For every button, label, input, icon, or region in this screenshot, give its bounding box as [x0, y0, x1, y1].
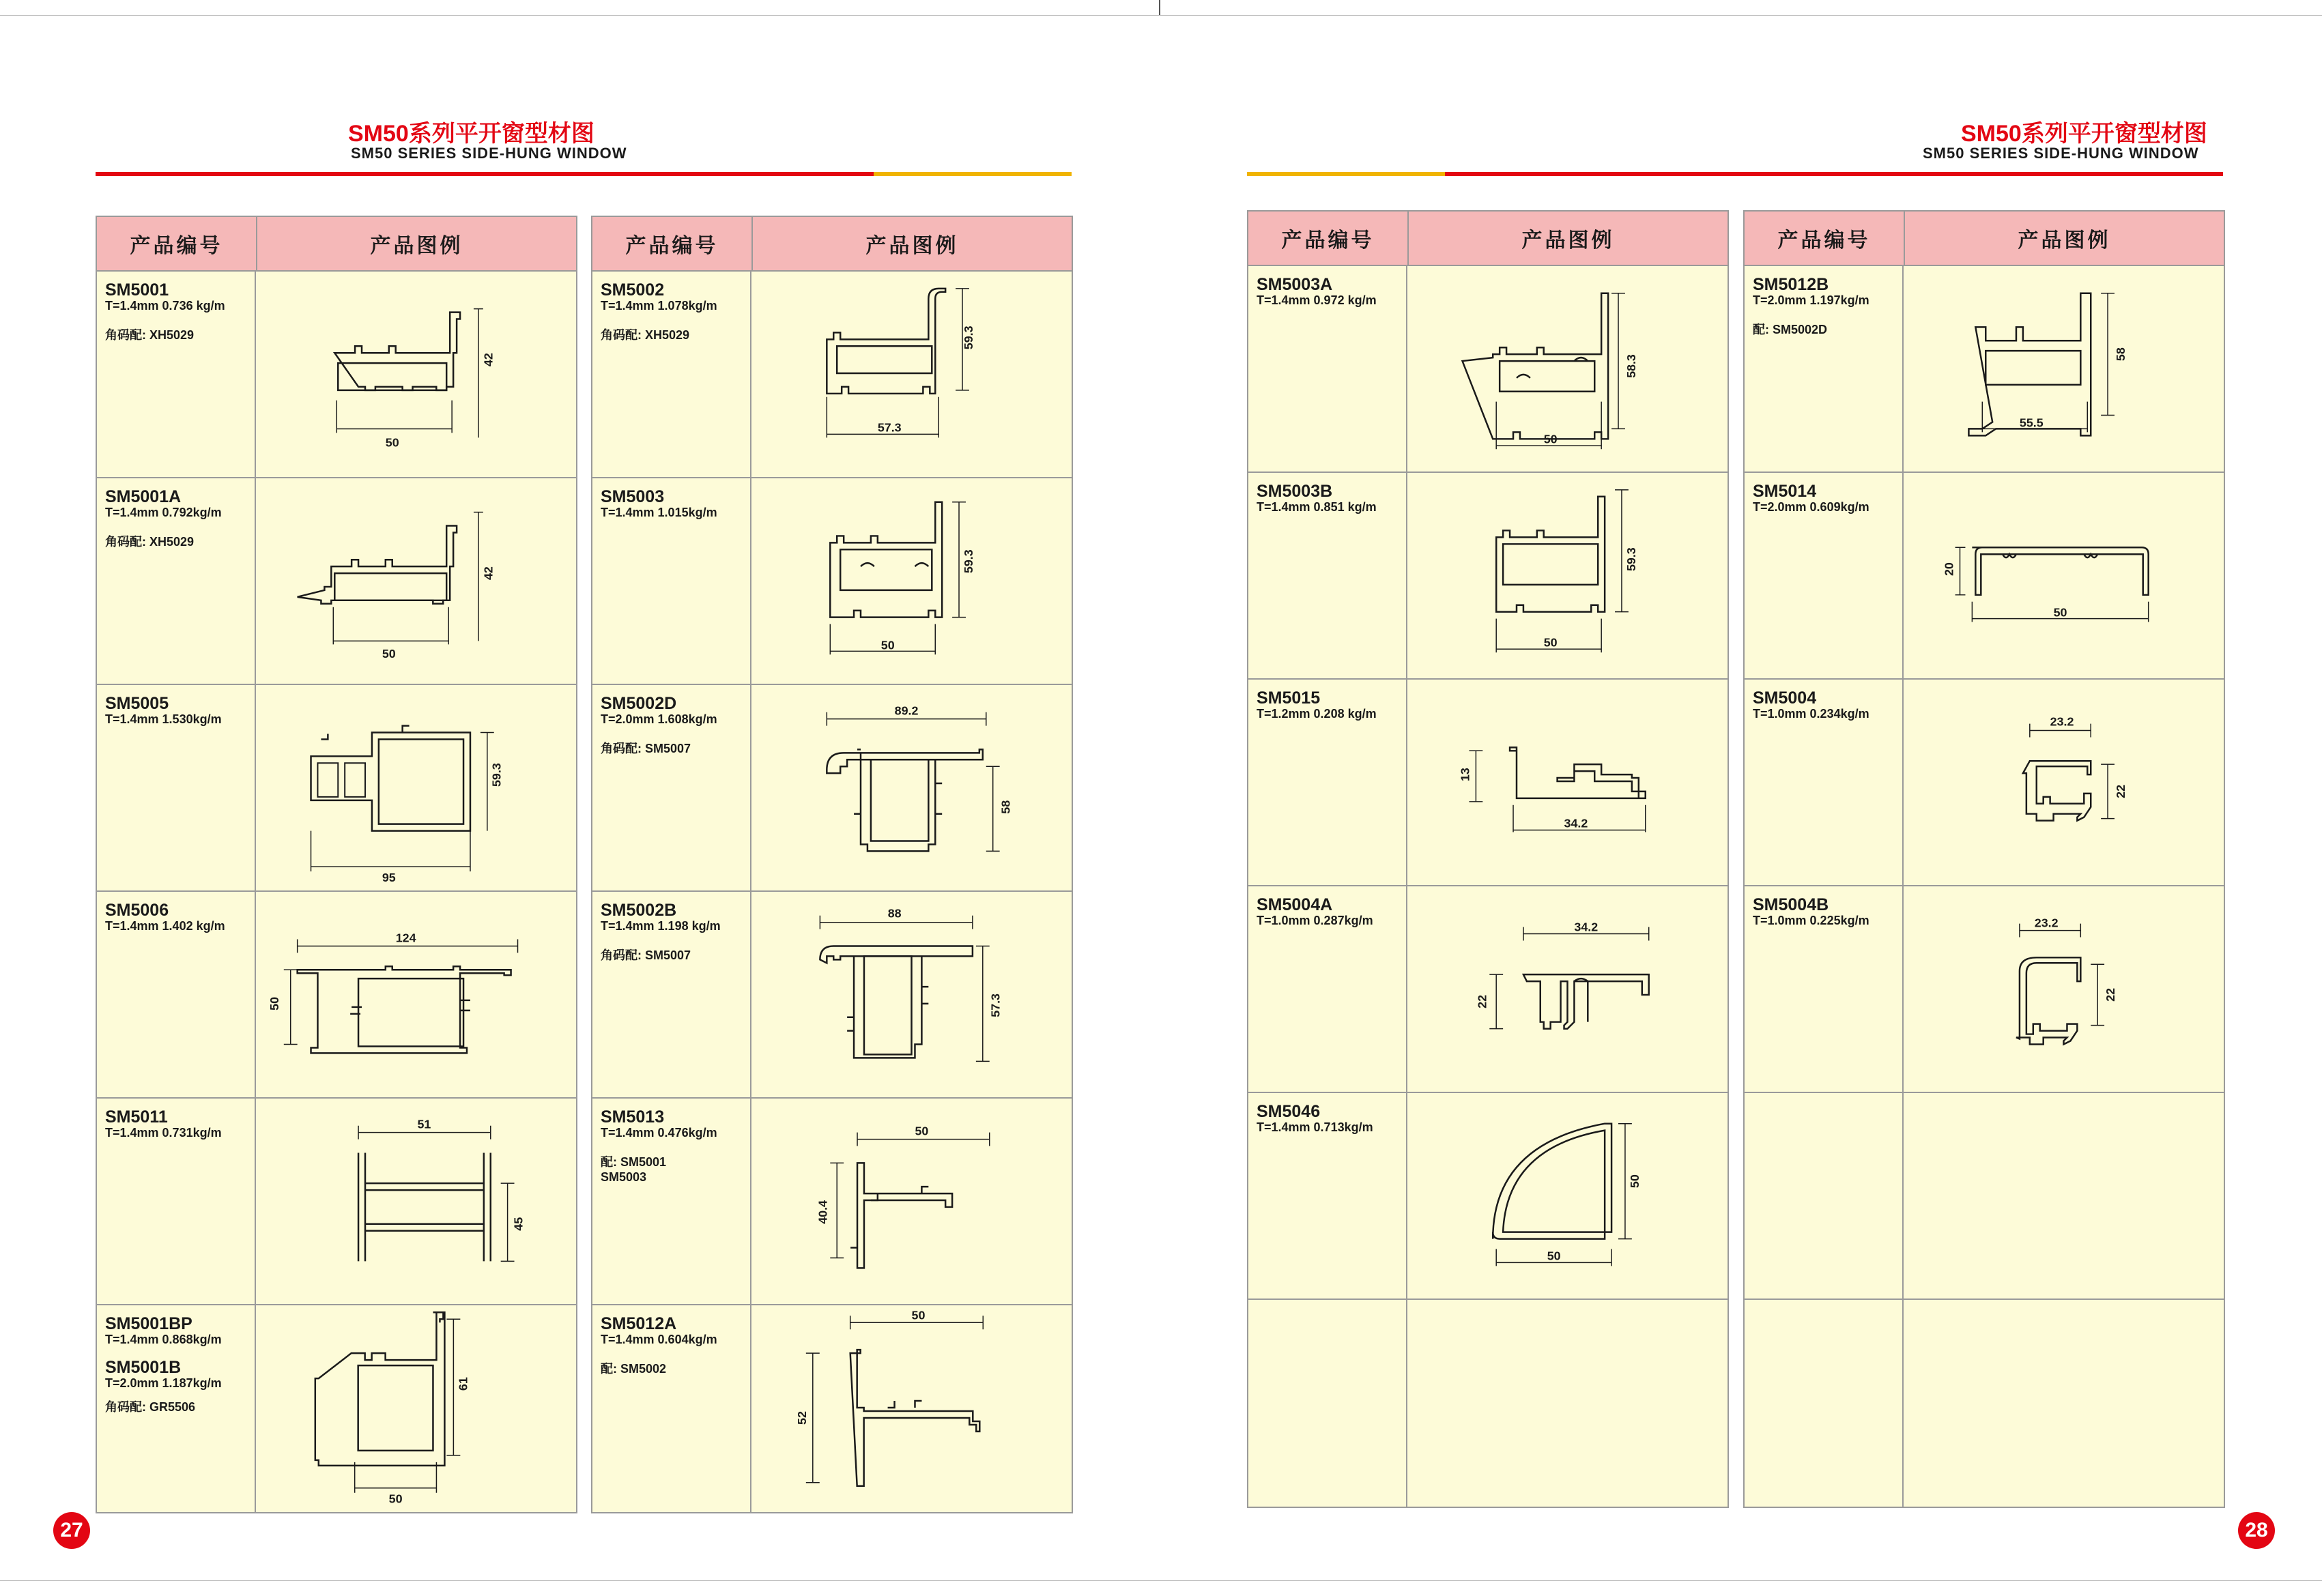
table-row — [97, 1099, 576, 1305]
profile-drawing — [1904, 1093, 2224, 1298]
product-info — [592, 685, 751, 890]
product-note: 角码配: GR5506 — [105, 1400, 196, 1414]
table-row — [592, 272, 1072, 478]
product-info — [97, 1305, 256, 1512]
table-row — [97, 1305, 576, 1512]
trim-line — [1161, 15, 2322, 16]
product-code: SM5003 — [601, 487, 665, 506]
product-info — [97, 272, 256, 477]
product-code: SM5046 — [1257, 1102, 1321, 1121]
table-row — [1248, 266, 1728, 473]
profile-drawing — [1407, 473, 1728, 678]
page-number: 28 — [2238, 1512, 2275, 1549]
product-code: SM5012A — [601, 1314, 677, 1333]
profile-drawing — [256, 272, 576, 477]
product-note: 配: SM5002 — [601, 1362, 667, 1376]
profile-drawing — [1407, 1093, 1728, 1298]
profile-drawing — [1904, 886, 2224, 1092]
product-info — [1745, 473, 1904, 678]
product-info — [1745, 1300, 1904, 1507]
dim-label: 23.2 — [2034, 916, 2059, 930]
page-title: SM50系列平开窗型材图 — [348, 121, 594, 147]
product-spec: T=1.4mm 0.604kg/m — [601, 1333, 717, 1346]
header-bar-yellow — [1247, 172, 1445, 176]
col-header-code: 产品编号 — [592, 217, 753, 270]
profile-drawing — [1407, 680, 1728, 885]
dim-label: 57.3 — [988, 993, 1003, 1017]
product-table-1 — [96, 216, 577, 1513]
profile-drawing — [751, 478, 1072, 684]
product-spec: T=2.0mm 1.197kg/m — [1753, 293, 1869, 307]
col-header-image: 产品图例 — [1521, 229, 1615, 252]
product-info — [1248, 680, 1407, 885]
col-header-image: 产品图例 — [370, 235, 463, 257]
product-code: SM5004A — [1257, 895, 1333, 914]
product-spec: T=1.0mm 0.287kg/m — [1257, 914, 1373, 927]
product-spec: T=1.4mm 1.198 kg/m — [601, 919, 721, 933]
col-header-code: 产品编号 — [97, 217, 257, 270]
product-code: SM5015 — [1257, 688, 1321, 708]
product-spec: T=1.0mm 0.225kg/m — [1753, 914, 1869, 927]
product-note: 配: SM5002D — [1753, 323, 1828, 336]
table-row — [1248, 1093, 1728, 1300]
product-spec: T=1.4mm 1.015kg/m — [601, 506, 717, 519]
product-code: SM5002 — [601, 280, 665, 300]
product-info — [97, 478, 256, 684]
product-code: SM5001A — [105, 487, 182, 506]
dim-label: 50 — [1547, 1249, 1561, 1263]
product-spec: T=1.4mm 0.851 kg/m — [1257, 500, 1377, 514]
dim-label: 50 — [382, 647, 396, 661]
dim-label: 50 — [911, 1308, 926, 1322]
product-table-2 — [591, 216, 1073, 1513]
dim-label: 34.2 — [1574, 920, 1599, 934]
table-row — [97, 685, 576, 892]
profile-drawing — [256, 1099, 576, 1304]
dim-label: 51 — [417, 1117, 431, 1131]
dim-label: 59.3 — [489, 763, 504, 787]
product-spec: T=1.4mm 0.736 kg/m — [105, 299, 225, 313]
table-row — [1745, 680, 2224, 886]
profile-drawing — [256, 685, 576, 890]
table-row — [1745, 886, 2224, 1093]
dim-label: 58 — [2113, 347, 2127, 362]
page-subtitle: SM50 SERIES SIDE-HUNG WINDOW — [1923, 145, 2199, 162]
dim-label: 23.2 — [2050, 714, 2074, 729]
profile-drawing — [256, 1305, 576, 1512]
col-header-code: 产品编号 — [1745, 212, 1905, 265]
dim-label: 40.4 — [816, 1200, 830, 1224]
dim-label: 42 — [481, 566, 496, 581]
dim-label: 50 — [2053, 605, 2067, 620]
dim-label: 50 — [915, 1124, 929, 1138]
dim-label: 50 — [267, 996, 281, 1011]
product-code: SM5004 — [1753, 688, 1817, 708]
page-number: 27 — [53, 1512, 90, 1549]
dim-label: 45 — [511, 1217, 526, 1231]
trim-line — [1161, 1580, 2322, 1581]
product-spec: T=1.4mm 0.792kg/m — [105, 506, 222, 519]
product-spec: T=1.4mm 0.868kg/m — [105, 1333, 222, 1346]
trim-line — [0, 15, 1161, 16]
product-spec: T=2.0mm 0.609kg/m — [1753, 500, 1869, 514]
profile-drawing — [256, 478, 576, 684]
dim-label: 50 — [1543, 635, 1558, 650]
table-row — [1745, 473, 2224, 680]
dim-label: 95 — [382, 871, 396, 885]
product-spec: T=1.4mm 1.402 kg/m — [105, 919, 225, 933]
dim-label: 58 — [999, 800, 1013, 814]
profile-drawing — [1904, 1300, 2224, 1507]
product-spec: T=1.2mm 0.208 kg/m — [1257, 707, 1377, 721]
table-row — [97, 478, 576, 685]
dim-label: 42 — [481, 353, 496, 367]
profile-drawing — [751, 272, 1072, 477]
table-row — [1745, 1093, 2224, 1300]
product-info — [1745, 1093, 1904, 1298]
dim-label: 20 — [1942, 562, 1956, 576]
product-code: SM5004B — [1753, 895, 1829, 914]
product-code: SM5011 — [105, 1107, 168, 1127]
col-header-image: 产品图例 — [865, 235, 959, 257]
table-row — [592, 685, 1072, 892]
product-info — [592, 1305, 751, 1512]
product-spec: T=1.4mm 0.972 kg/m — [1257, 293, 1377, 307]
profile-drawing — [751, 892, 1072, 1097]
dim-label: 59.3 — [961, 549, 975, 574]
table-row — [1745, 1300, 2224, 1507]
table-row — [592, 1305, 1072, 1512]
dim-label: 13 — [1458, 768, 1472, 782]
product-info — [592, 478, 751, 684]
product-info — [1745, 886, 1904, 1092]
table-row — [1248, 886, 1728, 1093]
trim-line — [0, 1580, 1161, 1581]
product-spec: T=1.4mm 0.713kg/m — [1257, 1120, 1373, 1134]
table-header — [1745, 212, 2224, 266]
product-code: SM5012B — [1753, 275, 1829, 294]
table-header — [97, 217, 576, 272]
table-header — [1248, 212, 1728, 266]
product-info — [592, 1099, 751, 1304]
product-code: SM5003A — [1257, 275, 1333, 294]
product-info — [592, 892, 751, 1097]
product-note: 角码配: SM5007 — [601, 948, 691, 962]
dim-label: 50 — [388, 1492, 403, 1506]
table-row — [1248, 680, 1728, 886]
product-info — [1248, 266, 1407, 471]
product-info — [1248, 473, 1407, 678]
product-info — [592, 272, 751, 477]
product-table-3 — [1247, 210, 1729, 1508]
page-subtitle: SM50 SERIES SIDE-HUNG WINDOW — [351, 145, 627, 162]
header-bar-red — [1445, 172, 2223, 176]
dim-label: 89.2 — [894, 703, 919, 718]
product-spec: T=1.4mm 0.476kg/m — [601, 1126, 717, 1140]
header-bar-yellow — [874, 172, 1072, 176]
product-code: SM5014 — [1753, 482, 1817, 501]
product-info — [1248, 886, 1407, 1092]
dim-label: 50 — [1627, 1174, 1642, 1189]
product-info — [1248, 1093, 1407, 1298]
col-header-image: 产品图例 — [2018, 229, 2111, 252]
product-code: SM5013 — [601, 1107, 665, 1127]
dim-label: 50 — [880, 638, 895, 652]
profile-drawing — [1904, 680, 2224, 885]
dim-label: 58.3 — [1624, 354, 1638, 378]
profile-drawing — [256, 892, 576, 1097]
crop-mark — [1159, 0, 1160, 15]
header-bar-red — [96, 172, 874, 176]
product-info — [97, 892, 256, 1097]
table-row — [592, 478, 1072, 685]
product-info — [1248, 1300, 1407, 1507]
product-note: 角码配: XH5029 — [105, 328, 195, 342]
product-info — [97, 1099, 256, 1304]
page-title: SM50系列平开窗型材图 — [1961, 121, 2207, 147]
product-spec: T=1.0mm 0.234kg/m — [1753, 707, 1869, 721]
product-note: 角码配: XH5029 — [601, 328, 690, 342]
dim-label: 59.3 — [1624, 547, 1638, 572]
product-spec: T=1.4mm 1.078kg/m — [601, 299, 717, 313]
dim-label: 57.3 — [877, 420, 902, 435]
profile-drawing — [1407, 266, 1728, 471]
profile-drawing — [1407, 886, 1728, 1092]
product-code: SM5001B — [105, 1358, 182, 1377]
product-info — [97, 685, 256, 890]
profile-drawing — [1407, 1300, 1728, 1507]
table-row — [97, 272, 576, 478]
product-table-4 — [1743, 210, 2225, 1508]
profile-drawing — [751, 685, 1072, 890]
product-note: 角码配: XH5029 — [105, 535, 195, 549]
page-right — [1161, 0, 2322, 1596]
dim-label: 22 — [2104, 987, 2118, 1002]
product-spec: T=2.0mm 1.187kg/m — [105, 1376, 222, 1390]
table-row — [97, 892, 576, 1099]
table-row — [1745, 266, 2224, 473]
product-code: SM5003B — [1257, 482, 1333, 501]
profile-drawing — [1904, 266, 2224, 471]
dim-label: 50 — [385, 435, 399, 450]
dim-label: 124 — [395, 931, 416, 945]
product-code: SM5006 — [105, 901, 169, 920]
product-code: SM5001BP — [105, 1314, 192, 1333]
product-spec: T=1.4mm 0.731kg/m — [105, 1126, 222, 1140]
dim-label: 55.5 — [2019, 416, 2044, 430]
product-note: 角码配: SM5007 — [601, 742, 691, 755]
table-row — [1248, 473, 1728, 680]
dim-label: 61 — [456, 1377, 470, 1391]
dim-label: 88 — [887, 906, 902, 920]
product-note: 配: SM5001 SM5003 — [601, 1155, 667, 1184]
product-spec: T=2.0mm 1.608kg/m — [601, 712, 717, 726]
dim-label: 22 — [1475, 994, 1489, 1009]
product-code: SM5001 — [105, 280, 169, 300]
product-code: SM5002D — [601, 694, 677, 713]
product-code: SM5002B — [601, 901, 677, 920]
col-header-code: 产品编号 — [1248, 212, 1409, 265]
table-row — [592, 1099, 1072, 1305]
product-code: SM5005 — [105, 694, 169, 713]
dim-label: 22 — [2113, 784, 2127, 798]
dim-label: 34.2 — [1564, 816, 1588, 830]
table-row — [1248, 1300, 1728, 1507]
product-info — [1745, 266, 1904, 471]
table-row — [592, 892, 1072, 1099]
profile-drawing — [751, 1305, 1072, 1512]
product-info — [1745, 680, 1904, 885]
dim-label: 52 — [794, 1410, 809, 1425]
dim-label: 59.3 — [961, 325, 975, 350]
dim-label: 50 — [1543, 432, 1558, 446]
product-spec: T=1.4mm 1.530kg/m — [105, 712, 222, 726]
profile-drawing — [751, 1099, 1072, 1304]
table-header — [592, 217, 1072, 272]
profile-drawing — [1904, 473, 2224, 678]
